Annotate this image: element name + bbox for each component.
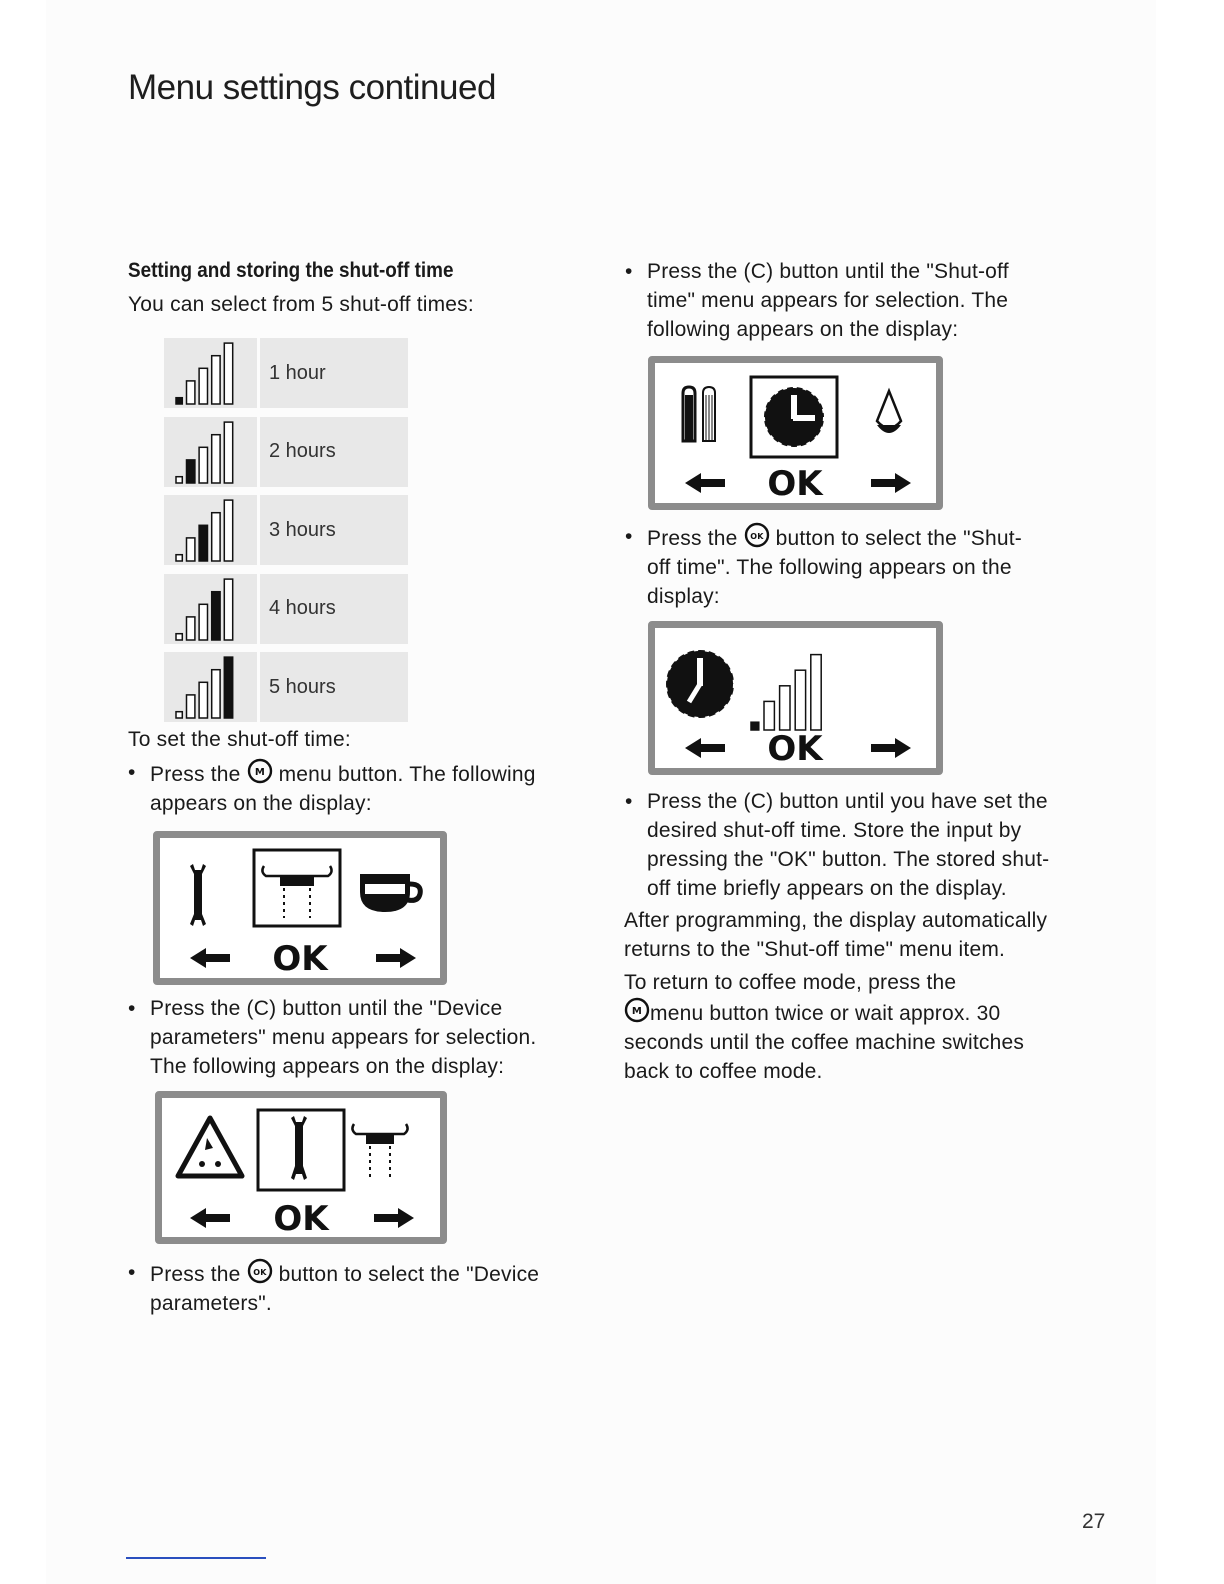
level-bar: [795, 670, 805, 730]
step-5-text-b: button to select the "Shut-: [775, 527, 1022, 550]
return-text-a: To return to coffee mode, press the: [624, 971, 957, 994]
step-4-text-a: Press the (C) button until the "Shut-off: [647, 260, 1009, 283]
level-bar: [187, 381, 195, 404]
footer-rule: [126, 1557, 266, 1559]
level-bar: [764, 701, 774, 730]
arrow-left-icon: [190, 1208, 230, 1228]
level-bar: [176, 633, 182, 639]
level-bar-filled: [199, 525, 207, 561]
table-row: [164, 574, 408, 653]
level-bar: [187, 617, 195, 640]
time-label: 5 hours: [260, 652, 408, 722]
intro-text: You can select from 5 shut-off times:: [128, 293, 474, 316]
level-bar: [176, 555, 182, 561]
step-2-text-b: parameters" menu appears for selection.: [150, 1026, 537, 1049]
step-1-text-b: menu button. The following: [278, 763, 536, 786]
display-device-parameters: [155, 1091, 447, 1244]
step-6-text-b: desired shut-off time. Store the input by: [647, 819, 1022, 842]
return-text-d: back to coffee mode.: [624, 1060, 823, 1083]
ok-button-text: OK: [749, 532, 764, 541]
m-button-text: M: [631, 1006, 643, 1017]
wrench-icon: [190, 864, 206, 926]
ok-label: OK: [272, 939, 328, 978]
m-button-icon: [624, 997, 650, 1023]
table-row: [164, 338, 408, 417]
level-bar: [176, 712, 182, 718]
level-bar: [212, 670, 220, 718]
level-bar: [224, 579, 232, 640]
double-bar-icon: [683, 387, 715, 441]
step-6-text-c: pressing the "OK" button. The stored shut-: [647, 848, 1050, 871]
level-bar-filled: [751, 722, 759, 730]
arrow-right-icon: [376, 948, 416, 968]
display-shut-off-menu: [648, 356, 943, 510]
arrow-left-icon: [685, 473, 725, 493]
ok-button-icon: [744, 522, 770, 548]
level-2-icon: [164, 417, 257, 487]
level-bar: [199, 683, 207, 719]
level-bar: [199, 604, 207, 640]
page-title: Menu settings continued: [128, 68, 496, 107]
step-1-text-c: appears on the display:: [150, 792, 372, 815]
return-text-c: seconds until the coffee machine switches: [624, 1031, 1025, 1054]
step-4-text-c: following appears on the display:: [647, 318, 959, 341]
shut-off-times-table: [164, 338, 408, 731]
ok-button-icon: [247, 1258, 273, 1284]
water-drop-icon: [877, 391, 901, 433]
display-shut-off-level: [648, 621, 943, 775]
table-row: [164, 495, 408, 574]
arrow-right-icon: [374, 1208, 414, 1228]
level-bar-filled: [212, 591, 220, 639]
section-heading: Setting and storing the shut-off time: [128, 259, 454, 282]
dispenser-icon: [352, 1124, 407, 1178]
cup-icon: [360, 874, 420, 912]
clock-icon: [751, 377, 837, 457]
level-bar-filled: [176, 398, 182, 404]
step-6-text-a: Press the (C) button until you have set the: [647, 790, 1048, 813]
level-bars-icon: [751, 655, 821, 730]
level-bar: [187, 695, 195, 718]
level-bar: [199, 447, 207, 483]
step-5-text-d: display:: [647, 585, 720, 608]
to-set-text: To set the shut-off time:: [128, 728, 351, 751]
level-bar: [224, 343, 232, 404]
level-bar: [780, 686, 790, 730]
display-menu-main: [153, 831, 447, 985]
time-label: 3 hours: [260, 495, 408, 565]
warning-icon: [178, 1118, 242, 1176]
level-bar: [212, 434, 220, 482]
arrow-right-icon: [871, 738, 911, 758]
level-bar-filled: [187, 459, 195, 482]
m-button-icon: [247, 758, 273, 784]
m-button-text: M: [254, 767, 265, 778]
clock-icon: [666, 650, 734, 718]
arrow-right-icon: [871, 473, 911, 493]
time-label: 1 hour: [260, 338, 408, 408]
page-number: 27: [1082, 1510, 1106, 1533]
after-text-a: After programming, the display automatically: [624, 909, 1048, 932]
dispenser-icon: [254, 850, 340, 926]
level-bar: [212, 513, 220, 561]
step-1-text-a: Press the: [150, 763, 241, 786]
level-bar: [811, 655, 821, 730]
level-bar: [224, 500, 232, 561]
step-2: • Press the (C) button until the "Device parameters" menu appears for selection. The following appears on the display:: [128, 997, 537, 1078]
after-text-b: returns to the "Shut-off time" menu item.: [624, 938, 1006, 961]
table-row: [164, 417, 408, 496]
level-1-icon: [164, 338, 257, 408]
step-3-text-a: Press the: [150, 1263, 241, 1286]
level-bar: [199, 368, 207, 404]
level-bar: [212, 356, 220, 404]
return-text-b: menu button twice or wait approx. 30: [650, 1002, 1001, 1025]
level-5-icon: [164, 652, 257, 722]
level-bar: [176, 476, 182, 482]
ok-label: OK: [767, 464, 823, 503]
time-label: 2 hours: [260, 417, 408, 487]
step-4: • Press the (C) button until the "Shut-off time" menu appears for selection. The following appears on the display:: [625, 260, 1009, 341]
level-bar: [187, 538, 195, 561]
level-4-icon: [164, 574, 257, 644]
step-1: • Press the M menu button. The following appears on the display:: [150, 758, 536, 818]
step-2-text-c: The following appears on the display:: [150, 1055, 505, 1078]
level-3-icon: [164, 495, 257, 565]
return-text: [624, 968, 1024, 1086]
step-3: • Press the OK button to select the "Device parameters".: [150, 1258, 539, 1318]
step-5: • Press the OK button to select the "Shut- off time". The following appears on the display:: [647, 522, 1022, 611]
wrench-icon: [258, 1110, 344, 1190]
table-row: [164, 652, 408, 731]
step-3-text-c: parameters".: [150, 1292, 272, 1315]
step-3-text-b: button to select the "Device: [278, 1263, 540, 1286]
time-label: 4 hours: [260, 574, 408, 644]
step-2-text-a: Press the (C) button until the "Device: [150, 997, 503, 1020]
step-6: • Press the (C) button until you have set the desired shut-off time. Store the input by pressing the "OK" button. The stored shut- off time briefly appears on the display.: [625, 790, 1050, 900]
step-4-text-b: time" menu appears for selection. The: [647, 289, 1009, 312]
ok-button-text: OK: [252, 1268, 267, 1277]
after-programming-text: [624, 906, 1047, 964]
arrow-left-icon: [685, 738, 725, 758]
step-5-text-c: off time". The following appears on the: [647, 556, 1012, 579]
ok-label: OK: [273, 1199, 329, 1237]
level-bar-filled: [224, 657, 232, 718]
ok-label: OK: [767, 729, 823, 768]
step-5-text-a: Press the: [647, 527, 738, 550]
arrow-left-icon: [190, 948, 230, 968]
step-6-text-d: off time briefly appears on the display.: [647, 877, 1007, 900]
level-bar: [224, 422, 232, 483]
